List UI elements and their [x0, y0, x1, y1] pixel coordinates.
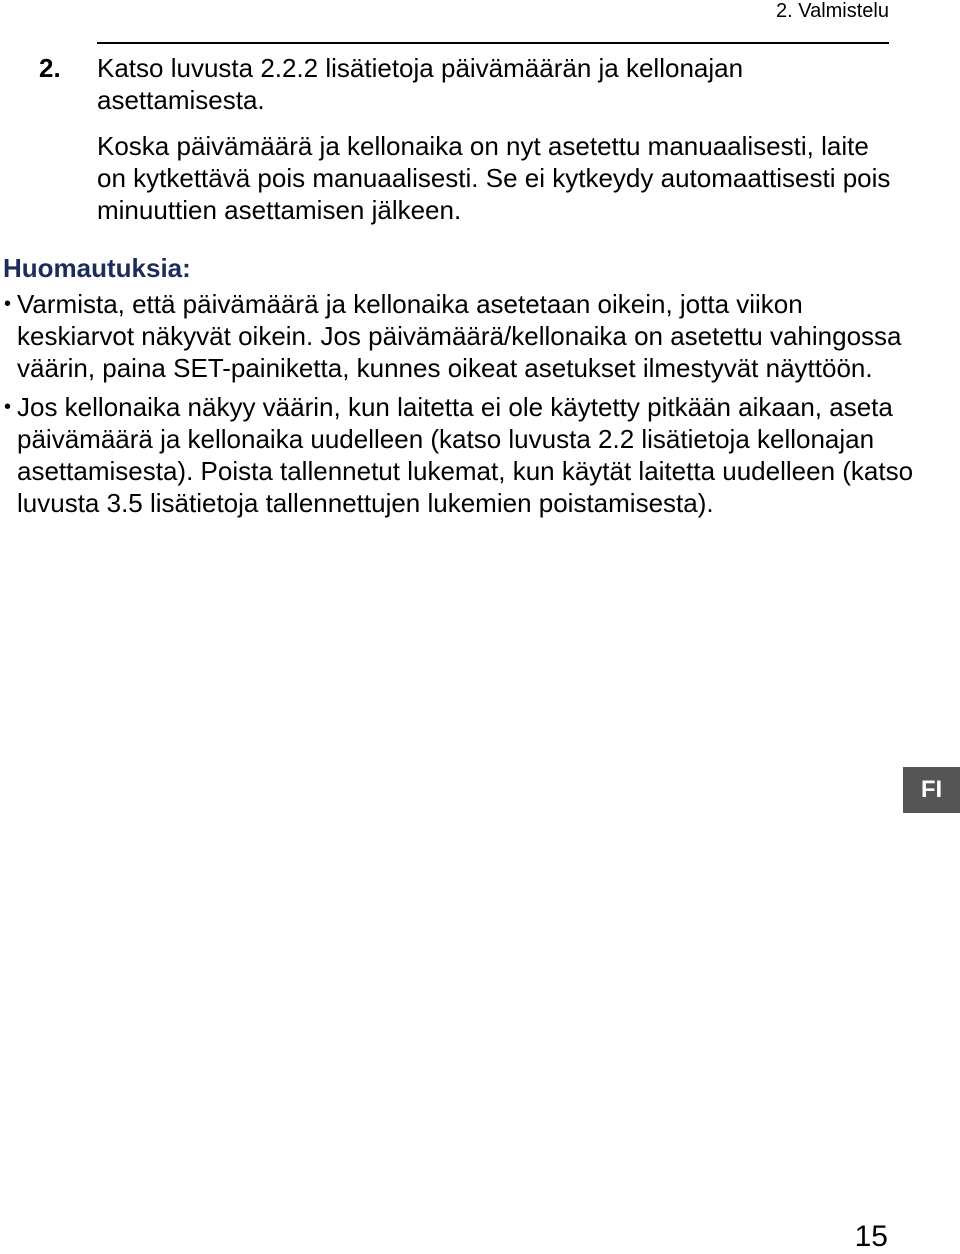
step-paragraph: Koska päivämäärä ja kellonaika on nyt asetettu manuaalisesti, laite on kytkettävä pois manuaalisesti. Se ei kytkeydy automaattisesti pois minuuttien asettamisen jälkeen.: [97, 131, 891, 225]
step-paragraph: Katso luvusta 2.2.2 lisätietoja päivämäärän ja kellonajan asettamisesta.: [97, 53, 744, 115]
note-text: Jos kellonaika näkyy väärin, kun laitetta ei ole käytetty pitkään aikaan, aseta päivämäärä ja kellonaika uudelleen (katso luvusta 2.2 lisätietoja kellonajan asettamisesta). Poista tallennetut lukemat, kun käytät laitetta uudelleen (katso luvusta 3.5 lisätietoja tallennettujen lukemien poistamisesta).: [17, 392, 914, 518]
step-number: 2.: [39, 53, 61, 83]
step-text: [97, 52, 897, 226]
page-number: 15: [854, 1220, 888, 1253]
notes-heading: Huomautuksia:: [3, 253, 191, 283]
note-item: [4, 288, 917, 384]
bullet-icon: •: [4, 396, 12, 418]
section-title: 2. Valmistelu: [775, 0, 889, 22]
notes-list: [4, 288, 917, 526]
bullet-icon: •: [4, 293, 12, 315]
note-item: [4, 391, 917, 519]
note-text: Varmista, että päivämäärä ja kellonaika asetetaan oikein, jotta viikon keskiarvot näkyvät oikein. Jos päivämäärä/kellonaika on asetettu vahingossa väärin, paina SET-painiketta, kunnes oikeat asetukset ilmestyvät näyttöön.: [17, 289, 902, 383]
header-rule: [97, 42, 889, 44]
language-tab: FI: [903, 767, 960, 813]
